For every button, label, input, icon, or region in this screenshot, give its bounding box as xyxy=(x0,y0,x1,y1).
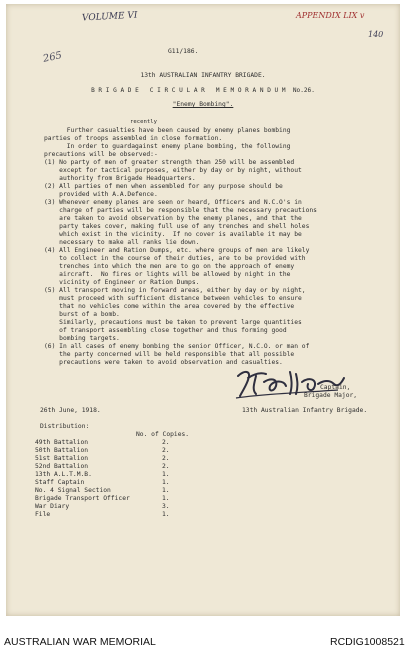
intro-line: parties of troops assembled in close formation. xyxy=(44,135,223,142)
intro-line: In order to guardagainst enemy plane bombing, the following xyxy=(44,143,291,150)
distribution-copies: 1. xyxy=(162,487,170,494)
precaution-5: (5) All transport moving in forward areas, either by day or by night, must proceed with sufficient distance between vehicles to ensure that no vehicles come within the area covered by the effective burst of a bomb. Similarly, precautions must be taken to prevent large quantities of transport assembling close together and thus forming good bombing targets. xyxy=(44,287,306,342)
date-line: 26th June, 1918. xyxy=(40,407,101,414)
distribution-unit: Brigade Transport Officer xyxy=(35,495,130,502)
precaution-6: (6) In all cases of enemy bombing the senior Officer, N.C.O. or man of the party concerned will be held responsible that all possible precautions were taken to avoid observation and casualties. xyxy=(44,343,310,366)
intro-line: Further casualties have been caused by enemy planes bombing xyxy=(44,127,291,134)
distribution-copies: 2. xyxy=(162,447,170,454)
signatory-rank: Captain, xyxy=(320,384,351,391)
distribution-unit: 49th Battalion xyxy=(35,439,89,446)
distribution-copies: 1. xyxy=(162,511,170,518)
distribution-unit: No. 4 Signal Section xyxy=(35,487,111,494)
distribution-unit: 52nd Battalion xyxy=(35,463,89,470)
brigade-heading: 13th AUSTRALIAN INFANTRY BRIGADE. xyxy=(140,72,266,79)
volume-annotation: VOLUME VI xyxy=(81,10,138,24)
intro-line: precautions will be observed:- xyxy=(44,151,158,158)
precaution-4: (4) All Engineer and Ration Dumps, etc. where groups of men are likely to collect in the course of their duties, are to be provided with trenches into which the men are to go on the approach of enemy aircraft. No fires or lights will be allowed by night in the vicinity of Engineer or Ration Dumps. xyxy=(44,247,310,286)
distribution-unit: 51st Battalion xyxy=(35,455,89,462)
distribution-heading: Distribution: xyxy=(40,423,90,430)
archive-name: AUSTRALIAN WAR MEMORIAL xyxy=(4,636,156,648)
distribution-unit: War Diary xyxy=(35,503,70,510)
precaution-3: (3) Whenever enemy planes are seen or heard, Officers and N.C.O's in charge of parties will be responsible that the necessary precautions are taken to avoid observation by the enemy planes, and that the party takes cover, making full use of any trenches and shell holes which exist in the vicinity. If no cover is available it may be necessary to make all ranks lie down. xyxy=(44,199,317,246)
appendix-annotation: APPENDIX LIX v xyxy=(296,11,365,20)
folio-number: 265 xyxy=(42,50,64,65)
distribution-copies: 1. xyxy=(162,471,170,478)
signatory-title: Brigade Major, xyxy=(304,392,358,399)
distribution-copies: 2. xyxy=(162,439,170,446)
reference-number: G11/186. xyxy=(168,48,199,55)
memorandum-title: B R I G A D E C I R C U L A R M E M O R A N D U M No.26. xyxy=(91,87,315,94)
distribution-copies: 2. xyxy=(162,463,170,470)
inserted-word: recently xyxy=(130,119,157,125)
distribution-unit: Staff Captain xyxy=(35,479,85,486)
distribution-copies: 2. xyxy=(162,455,170,462)
precaution-2: (2) All parties of men when assembled for any purpose should be provided with A.A.Defence. xyxy=(44,183,283,198)
distribution-unit: File xyxy=(35,511,51,518)
distribution-copies: 1. xyxy=(162,495,170,502)
distribution-copies: 3. xyxy=(162,503,170,510)
signatory-unit: 13th Australian Infantry Brigade. xyxy=(242,407,368,414)
memorandum-subject: "Enemy Bombing". xyxy=(172,101,234,108)
archive-record-id: RCDIG1008521 xyxy=(330,636,405,648)
distribution-copies: 1. xyxy=(162,479,170,486)
page-number-annotation: 140 xyxy=(368,30,384,39)
distribution-unit: 50th Battalion xyxy=(35,447,89,454)
precaution-1: (1) No party of men of greater strength than 250 will be assembled except for tactical purposes, either by day or by night, without authority from Brigade Headquarters. xyxy=(44,159,302,182)
distribution-unit: 13th A.L.T.M.B. xyxy=(35,471,92,478)
copies-heading: No. of Copies. xyxy=(136,431,190,438)
